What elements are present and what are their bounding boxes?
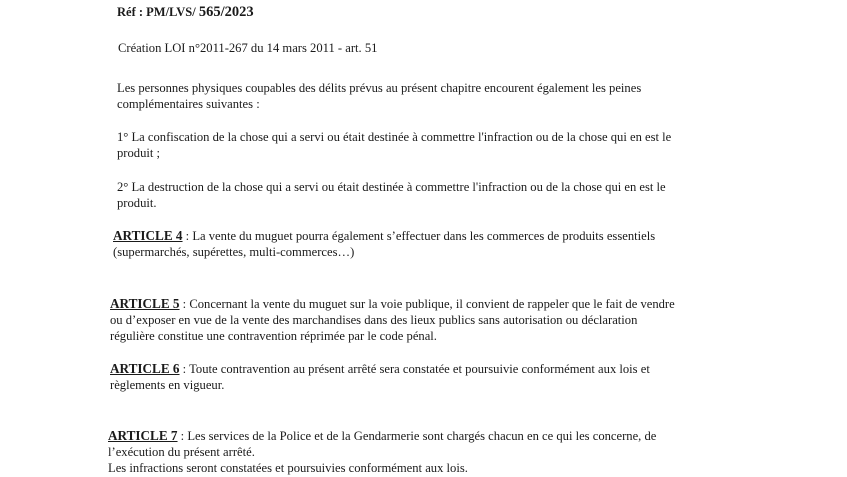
reference-header	[117, 4, 254, 20]
penalty-item-2-line-1: 2° La destruction de la chose qui a servi ou était destinée à commettre l'infraction ou de la chose qui en est le	[117, 180, 666, 194]
article-6-separator: :	[179, 362, 190, 376]
article-6-line-2: règlements en vigueur.	[110, 378, 225, 392]
penalty-item-1	[117, 129, 757, 161]
article-7-line-3: Les infractions seront constatées et poursuivies conformément aux lois.	[108, 461, 468, 475]
article-4-label: ARTICLE 4	[113, 228, 183, 243]
article-5-label: ARTICLE 5	[110, 296, 180, 311]
reference-number: 565/2023	[198, 4, 254, 20]
penalty-item-2-line-2: produit.	[117, 196, 157, 210]
article-6-label: ARTICLE 6	[110, 361, 180, 376]
penalties-intro-line-1: Les personnes physiques coupables des délits prévus au présent chapitre encourent également les peines	[117, 81, 642, 95]
law-creation-text: Création LOI n°2011-267 du 14 mars 2011 - art. 51	[118, 41, 378, 55]
article-5-separator: :	[179, 297, 190, 311]
penalties-intro-line-2: complémentaires suivantes :	[117, 97, 260, 111]
penalty-item-2	[117, 179, 757, 211]
penalties-intro	[117, 80, 757, 112]
article-5-line-2: ou d’exposer en vue de la vente des marchandises dans des lieux publics sans autorisation ou déclaration	[110, 313, 638, 327]
article-4-line-2: (supermarchés, supérettes, multi-commerces…)	[113, 245, 355, 259]
article-5-line-3: régulière constitue une contravention réprimée par le code pénal.	[110, 329, 437, 343]
article-7-label: ARTICLE 7	[108, 428, 178, 443]
article-7-separator: :	[177, 429, 188, 443]
penalty-item-1-line-1: 1° La confiscation de la chose qui a servi ou était destinée à commettre l'infraction ou de la chose qui en est le	[117, 130, 672, 144]
penalty-item-1-line-2: produit ;	[117, 146, 161, 160]
article-7-line-2: l’exécution du présent arrêté.	[108, 445, 255, 459]
article-6	[110, 361, 760, 393]
article-4	[113, 228, 763, 260]
article-7-line-1: Les services de la Police et de la Gendarmerie sont chargés chacun en ce qui les concerne, de	[187, 429, 657, 443]
law-creation-line	[118, 40, 758, 56]
article-5-line-1: Concernant la vente du muguet sur la voie publique, il convient de rappeler que le fait de vendre	[189, 297, 675, 311]
article-4-separator: :	[182, 229, 193, 243]
article-6-line-1: Toute contravention au présent arrêté sera constatée et poursuivie conformément aux lois et	[189, 362, 650, 376]
article-4-line-1: La vente du muguet pourra également s’effectuer dans les commerces de produits essentiels	[192, 229, 656, 243]
article-7	[108, 428, 758, 476]
article-5	[110, 296, 760, 344]
reference-label: Réf : PM/LVS/	[117, 5, 196, 19]
